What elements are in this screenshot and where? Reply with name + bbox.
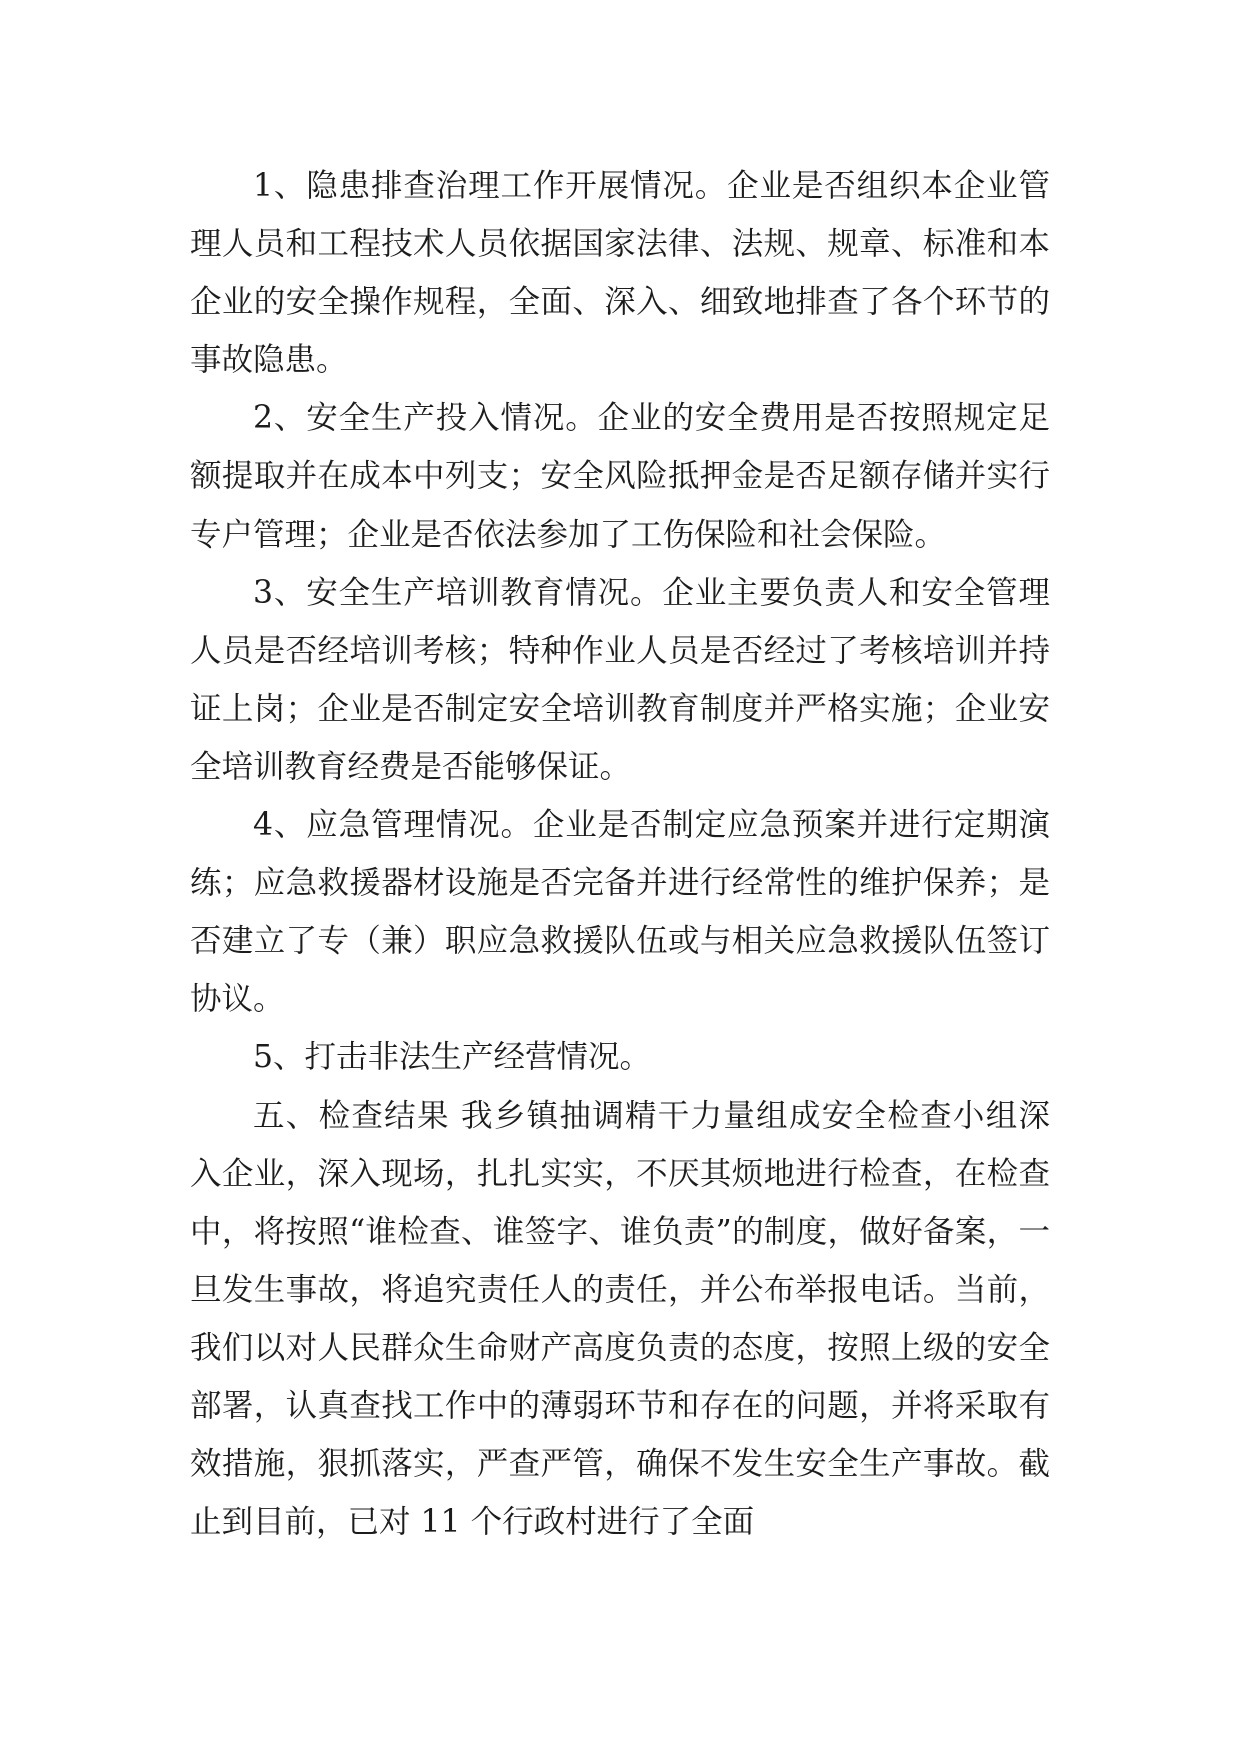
paragraph-safety-training: 3、安全生产培训教育情况。企业主要负责人和安全管理人员是否经培训考核；特种作业人员是否经过了考核培训并持证上岗；企业是否制定安全培训教育制度并严格实施；企业安全培训教育经费是否能够保证。 — [190, 574, 1050, 785]
paragraph-safety-investment: 2、安全生产投入情况。企业的安全费用是否按照规定足额提取并在成本中列支；安全风险抵押金是否足额存储并实行专户管理；企业是否依法参加了工伤保险和社会保险。 — [190, 400, 1050, 553]
paragraph-inspection-results: 五、检查结果 我乡镇抽调精干力量组成安全检查小组深入企业，深入现场，扎扎实实，不厌其烦地进行检查，在检查中，将按照“谁检查、谁签字、谁负责”的制度，做好备案，一旦发生事故，将追究责任人的责任，并公布举报电话。当前，我们以对人民群众生命财产高度负责的态度，按照上级的安全部署，认真查找工作中的薄弱环节和存在的问题，并将采取有效措施，狠抓落实，严查严管，确保不发生安全生产事故。截止到目前，已对 11 个行政村进行了全面 — [190, 1097, 1050, 1541]
paragraph-illegal-production: 5、打击非法生产经营情况。 — [253, 1039, 652, 1076]
document-body — [190, 157, 1050, 1551]
paragraph-emergency-management: 4、应急管理情况。企业是否制定应急预案并进行定期演练；应急救援器材设施是否完备并进行经常性的维护保养；是否建立了专（兼）职应急救援队伍或与相关应急救援队伍签订协议。 — [190, 807, 1050, 1018]
paragraph-hazard-inspection: 1、隐患排查治理工作开展情况。企业是否组织本企业管理人员和工程技术人员依据国家法律、法规、规章、标准和本企业的安全操作规程，全面、深入、细致地排查了各个环节的事故隐患。 — [190, 168, 1050, 379]
